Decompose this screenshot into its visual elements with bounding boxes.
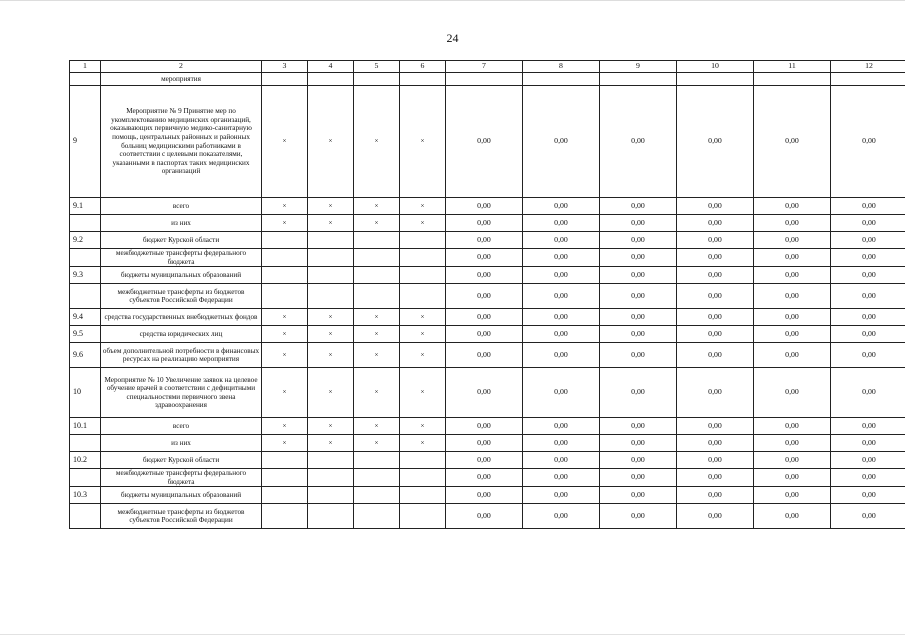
- col9-value: 0,00: [600, 343, 677, 368]
- col3-cell: ×: [262, 435, 308, 452]
- row-number: [70, 469, 101, 487]
- col9-value: 0,00: [600, 86, 677, 198]
- row-number: 9.2: [70, 232, 101, 249]
- col10-value: 0,00: [677, 343, 754, 368]
- col5-cell: ×: [354, 309, 400, 326]
- col5-cell: ×: [354, 198, 400, 215]
- col6-cell: ×: [400, 326, 446, 343]
- col3-cell: ×: [262, 418, 308, 435]
- row-number: 9.1: [70, 198, 101, 215]
- col10-value: 0,00: [677, 86, 754, 198]
- col11-value: 0,00: [754, 418, 831, 435]
- col3-cell: ×: [262, 198, 308, 215]
- col10-value: 0,00: [677, 267, 754, 284]
- col12-value: 0,00: [831, 232, 905, 249]
- col4-cell: ×: [308, 418, 354, 435]
- col7-value: 0,00: [446, 215, 523, 232]
- row-number: [70, 435, 101, 452]
- row-description: бюджеты муниципальных образований: [101, 487, 262, 504]
- col12-value: 0,00: [831, 343, 905, 368]
- col-header-9: 9: [600, 61, 677, 73]
- row-number: 10.1: [70, 418, 101, 435]
- col12-value: 0,00: [831, 487, 905, 504]
- col10-value: 0,00: [677, 198, 754, 215]
- col7-value: 0,00: [446, 198, 523, 215]
- col8-value: 0,00: [523, 198, 600, 215]
- col7-value: 0,00: [446, 469, 523, 487]
- row-description: всего: [101, 198, 262, 215]
- row-number: 10.3: [70, 487, 101, 504]
- col12-value: 0,00: [831, 326, 905, 343]
- col4-cell: ×: [308, 343, 354, 368]
- col6-cell: ×: [400, 435, 446, 452]
- table-row: [70, 215, 905, 232]
- col8-value: 0,00: [523, 215, 600, 232]
- col11-value: 0,00: [754, 215, 831, 232]
- col9-value: 0,00: [600, 232, 677, 249]
- col10-value: 0,00: [677, 435, 754, 452]
- col12-value: 0,00: [831, 368, 905, 418]
- col9-value: 0,00: [600, 368, 677, 418]
- col9-value: 0,00: [600, 487, 677, 504]
- row-description: объем дополнительной потребности в финансовых ресурсах на реализацию мероприятия: [101, 343, 262, 368]
- col9-value: 0,00: [600, 326, 677, 343]
- col9-value: [600, 73, 677, 86]
- col3-cell: ×: [262, 215, 308, 232]
- col3-cell: ×: [262, 326, 308, 343]
- col3-cell: [262, 249, 308, 267]
- col-header-12: 12: [831, 61, 905, 73]
- col6-cell: [400, 284, 446, 309]
- col8-value: 0,00: [523, 435, 600, 452]
- col5-cell: ×: [354, 343, 400, 368]
- col5-cell: ×: [354, 86, 400, 198]
- col-header-8: 8: [523, 61, 600, 73]
- table-row: [70, 309, 905, 326]
- col4-cell: [308, 73, 354, 86]
- col7-value: 0,00: [446, 435, 523, 452]
- col12-value: 0,00: [831, 309, 905, 326]
- col11-value: 0,00: [754, 435, 831, 452]
- row-description: мероприятия: [101, 73, 262, 86]
- col9-value: 0,00: [600, 469, 677, 487]
- col6-cell: [400, 452, 446, 469]
- row-description: средства государственных внебюджетных фондов: [101, 309, 262, 326]
- col4-cell: ×: [308, 86, 354, 198]
- col12-value: 0,00: [831, 86, 905, 198]
- table-row: [70, 435, 905, 452]
- col10-value: 0,00: [677, 504, 754, 529]
- col7-value: 0,00: [446, 232, 523, 249]
- col7-value: [446, 73, 523, 86]
- col12-value: 0,00: [831, 284, 905, 309]
- col-header-7: 7: [446, 61, 523, 73]
- col6-cell: ×: [400, 86, 446, 198]
- col4-cell: ×: [308, 309, 354, 326]
- col8-value: 0,00: [523, 249, 600, 267]
- budget-table: [69, 60, 905, 529]
- col6-cell: [400, 232, 446, 249]
- col9-value: 0,00: [600, 418, 677, 435]
- col3-cell: ×: [262, 343, 308, 368]
- row-description: бюджет Курской области: [101, 452, 262, 469]
- col5-cell: [354, 267, 400, 284]
- row-description: средства юридических лиц: [101, 326, 262, 343]
- col5-cell: [354, 452, 400, 469]
- col7-value: 0,00: [446, 368, 523, 418]
- col5-cell: [354, 232, 400, 249]
- col6-cell: ×: [400, 418, 446, 435]
- col10-value: 0,00: [677, 284, 754, 309]
- col3-cell: ×: [262, 86, 308, 198]
- row-number: [70, 249, 101, 267]
- col5-cell: ×: [354, 215, 400, 232]
- col6-cell: [400, 469, 446, 487]
- col3-cell: [262, 452, 308, 469]
- col10-value: 0,00: [677, 326, 754, 343]
- col8-value: 0,00: [523, 284, 600, 309]
- row-number: [70, 215, 101, 232]
- col7-value: 0,00: [446, 504, 523, 529]
- col4-cell: [308, 267, 354, 284]
- col12-value: 0,00: [831, 249, 905, 267]
- col4-cell: ×: [308, 368, 354, 418]
- col-header-2: 2: [101, 61, 262, 73]
- col11-value: 0,00: [754, 267, 831, 284]
- row-number: [70, 73, 101, 86]
- col8-value: [523, 73, 600, 86]
- row-description: межбюджетные трансферты из бюджетов субъектов Российской Федерации: [101, 284, 262, 309]
- col4-cell: [308, 504, 354, 529]
- col11-value: 0,00: [754, 249, 831, 267]
- col10-value: 0,00: [677, 232, 754, 249]
- col11-value: 0,00: [754, 469, 831, 487]
- col6-cell: ×: [400, 368, 446, 418]
- col7-value: 0,00: [446, 86, 523, 198]
- col10-value: 0,00: [677, 309, 754, 326]
- col9-value: 0,00: [600, 435, 677, 452]
- table-row: [70, 368, 905, 418]
- col-header-6: 6: [400, 61, 446, 73]
- col-header-3: 3: [262, 61, 308, 73]
- col11-value: 0,00: [754, 487, 831, 504]
- col3-cell: [262, 487, 308, 504]
- table-row: [70, 284, 905, 309]
- col12-value: 0,00: [831, 198, 905, 215]
- col4-cell: ×: [308, 215, 354, 232]
- row-number: 10: [70, 368, 101, 418]
- col4-cell: [308, 469, 354, 487]
- col6-cell: ×: [400, 343, 446, 368]
- table-row: [70, 249, 905, 267]
- col9-value: 0,00: [600, 284, 677, 309]
- row-description: из них: [101, 215, 262, 232]
- col5-cell: [354, 73, 400, 86]
- col11-value: 0,00: [754, 326, 831, 343]
- row-description: межбюджетные трансферты федерального бюджета: [101, 469, 262, 487]
- col-header-5: 5: [354, 61, 400, 73]
- table-body: [70, 61, 905, 529]
- row-description: Мероприятие № 9 Принятие мер по укомплектованию медицинских организаций, оказывающих первичную медико-санитарную помощь, центральных районных и районных больниц медицинскими работниками в соответствии с целевыми показателями, указанными в паспортах таких медицинских организаций: [101, 86, 262, 198]
- col8-value: 0,00: [523, 504, 600, 529]
- col6-cell: [400, 504, 446, 529]
- page-edge-bottom: [0, 634, 905, 635]
- col9-value: 0,00: [600, 452, 677, 469]
- col6-cell: [400, 487, 446, 504]
- col10-value: 0,00: [677, 418, 754, 435]
- col9-value: 0,00: [600, 215, 677, 232]
- col3-cell: ×: [262, 368, 308, 418]
- table-row: [70, 326, 905, 343]
- table-row: [70, 86, 905, 198]
- col5-cell: ×: [354, 326, 400, 343]
- col11-value: 0,00: [754, 284, 831, 309]
- col12-value: 0,00: [831, 418, 905, 435]
- col7-value: 0,00: [446, 267, 523, 284]
- col6-cell: [400, 73, 446, 86]
- col4-cell: ×: [308, 435, 354, 452]
- col12-value: 0,00: [831, 267, 905, 284]
- col6-cell: [400, 249, 446, 267]
- col4-cell: [308, 487, 354, 504]
- col8-value: 0,00: [523, 326, 600, 343]
- col7-value: 0,00: [446, 487, 523, 504]
- col8-value: 0,00: [523, 418, 600, 435]
- row-description: всего: [101, 418, 262, 435]
- col8-value: 0,00: [523, 309, 600, 326]
- col3-cell: [262, 469, 308, 487]
- col9-value: 0,00: [600, 198, 677, 215]
- col6-cell: [400, 267, 446, 284]
- table-row: [70, 418, 905, 435]
- header-row: [70, 61, 905, 73]
- row-description: межбюджетные трансферты из бюджетов субъектов Российской Федерации: [101, 504, 262, 529]
- col11-value: 0,00: [754, 232, 831, 249]
- col5-cell: [354, 284, 400, 309]
- col10-value: 0,00: [677, 215, 754, 232]
- col8-value: 0,00: [523, 86, 600, 198]
- col12-value: 0,00: [831, 435, 905, 452]
- col8-value: 0,00: [523, 232, 600, 249]
- col9-value: 0,00: [600, 504, 677, 529]
- row-description: бюджет Курской области: [101, 232, 262, 249]
- row-number: 9.4: [70, 309, 101, 326]
- page-number: 24: [446, 31, 459, 45]
- col5-cell: ×: [354, 418, 400, 435]
- col-header-11: 11: [754, 61, 831, 73]
- col6-cell: ×: [400, 309, 446, 326]
- col4-cell: [308, 232, 354, 249]
- row-number: [70, 284, 101, 309]
- col3-cell: ×: [262, 309, 308, 326]
- col5-cell: [354, 487, 400, 504]
- col8-value: 0,00: [523, 368, 600, 418]
- col11-value: [754, 73, 831, 86]
- col8-value: 0,00: [523, 487, 600, 504]
- col5-cell: ×: [354, 368, 400, 418]
- col6-cell: ×: [400, 198, 446, 215]
- page-edge-top: [0, 0, 905, 1]
- col11-value: 0,00: [754, 452, 831, 469]
- table-row: [70, 73, 905, 86]
- table-row: [70, 452, 905, 469]
- row-number: 9: [70, 86, 101, 198]
- table-row: [70, 267, 905, 284]
- row-description: межбюджетные трансферты федерального бюджета: [101, 249, 262, 267]
- col4-cell: [308, 249, 354, 267]
- col12-value: [831, 73, 905, 86]
- col3-cell: [262, 284, 308, 309]
- col8-value: 0,00: [523, 343, 600, 368]
- col-header-4: 4: [308, 61, 354, 73]
- table-row: [70, 232, 905, 249]
- col10-value: 0,00: [677, 469, 754, 487]
- col10-value: 0,00: [677, 452, 754, 469]
- table-row: [70, 469, 905, 487]
- col12-value: 0,00: [831, 504, 905, 529]
- col10-value: 0,00: [677, 487, 754, 504]
- table-row: [70, 343, 905, 368]
- col7-value: 0,00: [446, 249, 523, 267]
- col5-cell: [354, 504, 400, 529]
- row-number: 9.6: [70, 343, 101, 368]
- row-number: [70, 504, 101, 529]
- col11-value: 0,00: [754, 368, 831, 418]
- col12-value: 0,00: [831, 452, 905, 469]
- col4-cell: [308, 452, 354, 469]
- col5-cell: [354, 469, 400, 487]
- col7-value: 0,00: [446, 309, 523, 326]
- col3-cell: [262, 73, 308, 86]
- col7-value: 0,00: [446, 418, 523, 435]
- table-row: [70, 487, 905, 504]
- col11-value: 0,00: [754, 198, 831, 215]
- row-number: 9.3: [70, 267, 101, 284]
- col3-cell: [262, 232, 308, 249]
- col7-value: 0,00: [446, 284, 523, 309]
- table-row: [70, 504, 905, 529]
- table-row: [70, 198, 905, 215]
- row-description: бюджеты муниципальных образований: [101, 267, 262, 284]
- col12-value: 0,00: [831, 215, 905, 232]
- col7-value: 0,00: [446, 452, 523, 469]
- row-description: из них: [101, 435, 262, 452]
- col7-value: 0,00: [446, 326, 523, 343]
- col8-value: 0,00: [523, 267, 600, 284]
- col12-value: 0,00: [831, 469, 905, 487]
- col8-value: 0,00: [523, 469, 600, 487]
- col11-value: 0,00: [754, 504, 831, 529]
- col10-value: 0,00: [677, 368, 754, 418]
- col6-cell: ×: [400, 215, 446, 232]
- col11-value: 0,00: [754, 86, 831, 198]
- col10-value: [677, 73, 754, 86]
- col5-cell: ×: [354, 435, 400, 452]
- col7-value: 0,00: [446, 343, 523, 368]
- col10-value: 0,00: [677, 249, 754, 267]
- row-description: Мероприятие № 10 Увеличение заявок на целевое обучение врачей в соответствии с дефицитными специальностями первичного звена здравоохранения: [101, 368, 262, 418]
- col11-value: 0,00: [754, 309, 831, 326]
- row-number: 10.2: [70, 452, 101, 469]
- col5-cell: [354, 249, 400, 267]
- col-header-10: 10: [677, 61, 754, 73]
- col-header-1: 1: [70, 61, 101, 73]
- col4-cell: ×: [308, 198, 354, 215]
- col9-value: 0,00: [600, 267, 677, 284]
- col3-cell: [262, 504, 308, 529]
- col11-value: 0,00: [754, 343, 831, 368]
- col4-cell: ×: [308, 326, 354, 343]
- col9-value: 0,00: [600, 309, 677, 326]
- col3-cell: [262, 267, 308, 284]
- row-number: 9.5: [70, 326, 101, 343]
- col8-value: 0,00: [523, 452, 600, 469]
- col4-cell: [308, 284, 354, 309]
- col9-value: 0,00: [600, 249, 677, 267]
